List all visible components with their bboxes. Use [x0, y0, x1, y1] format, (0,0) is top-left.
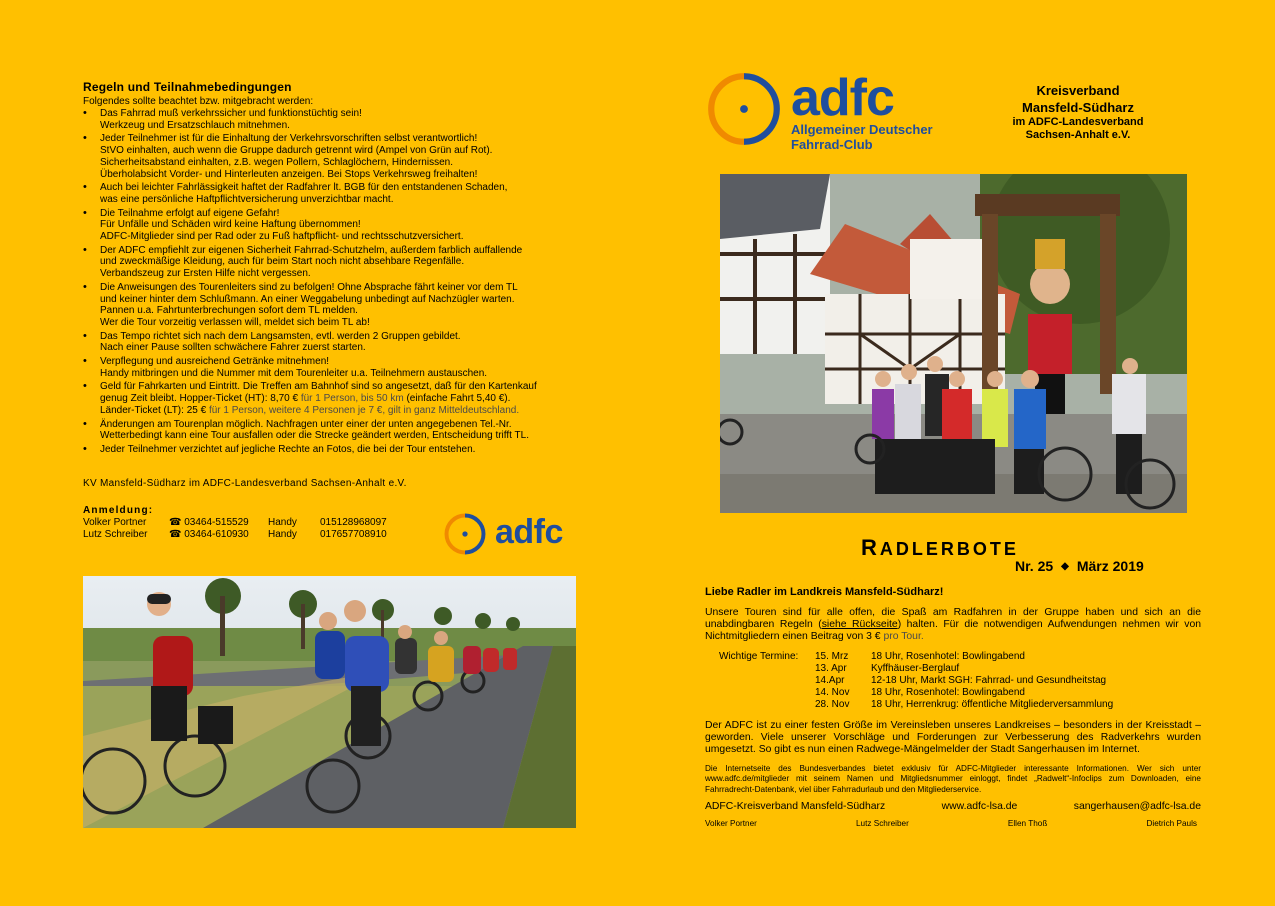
diamond-icon: ◆	[1061, 561, 1069, 572]
website-link[interactable]: www.adfc-lsa.de	[941, 801, 1018, 812]
greeting: Liebe Radler im Landkreis Mansfeld-Südharz!	[705, 586, 944, 598]
issue-number: Nr. 25	[1015, 558, 1054, 574]
rule-item: • Die Anweisungen des Tourenleiters sind zu befolgen! Ohne Absprache fährt keiner vor dem TL und keiner hinter dem Schlußmann. An einer Weggabelung unbedingt auf Nachzügler warten. Pannen u.a. Fahrtunterbrechungen sofort dem TL melden. Wer die Tour vorzeitig verlassen will, meldet sich beim TL ab!	[83, 282, 578, 329]
contact-row: Lutz Schreiber ☎ 03464-610930 Handy 017657708910	[83, 529, 387, 540]
website-paragraph: Die Internetseite des Bundesverbandes bietet exklusiv für ADFC-Mitglieder interessante Informationen. Wer sich unter www.adfc.de/mitglieder mit seinem Namen und Mitgliedsnummer einloggt, findet „Radwelt“-Infoclips zum Downloaden, eine Fahrradrecht-Datenbank, viel über Fahrradurlaub und den Mitgliederservice.	[705, 764, 1201, 794]
issue-line	[1015, 558, 1144, 574]
phone-number: ☎ 03464-610930	[169, 529, 249, 540]
date-row: 28. Nov 18 Uhr, Herrenkrug: öffentliche Mitgliederversammlung	[815, 699, 1114, 710]
important-dates	[719, 651, 1113, 711]
masthead-title: RADLERBOTE	[861, 535, 1019, 560]
date-row: 14.Apr 12-18 Uhr, Markt SGH: Fahrrad- und Gesundheitstag	[815, 675, 1107, 686]
adfc-ring-icon	[443, 512, 487, 556]
signup-contacts	[83, 517, 387, 541]
rules-intro: Folgendes sollte beachtet bzw. mitgebracht werden:	[83, 96, 314, 107]
rule-item: • Der ADFC empfiehlt zur eigenen Sicherheit Fahrrad-Schutzhelm, außerdem farblich auffallende und zweckmäßige Kleidung, auch für beim Start noch nicht absehbare Regenfälle. Verbandszeug zur Ersten Hilfe nicht vergessen.	[83, 245, 578, 280]
date-row: Wichtige Termine: 15. Mrz 18 Uhr, Rosenhotel: Bowlingabend	[719, 651, 1025, 662]
rule-item: • Auch bei leichter Fahrlässigkeit haftet der Radfahrer lt. BGB für den entstandenen Schaden, was eine persönliche Haftpflichtversicherung unverzichtbar macht.	[83, 182, 578, 205]
date-row: 13. Apr Kyffhäuser-Berglauf	[815, 663, 960, 674]
mobile-number: 017657708910	[320, 529, 387, 540]
team-member: Volker Portner	[705, 819, 757, 828]
rule-item: • Jeder Teilnehmer verzichtet auf jegliche Rechte an Fotos, die bei der Tour entstehen.	[83, 444, 578, 456]
kv-block: Kreisverband Mansfeld-Südharz im ADFC-Landesverband Sachsen-Anhalt e.V.	[1012, 83, 1144, 141]
org-contacts	[705, 801, 1201, 812]
rule-item-ticket: • Geld für Fahrkarten und Eintritt. Die Treffen am Bahnhof sind so angesetzt, daß für den Kartenkauf genug Zeit bleibt. Hopper-Ticket (HT): 8,70 € für 1 Person, bis 50 km (einfache Fahrt 5,40 €). Länder-Ticket (LT): 25 € für 1 Person, weitere 4 Personen je 7 €, gilt in ganz Mitteldeutschland.	[83, 381, 578, 416]
group-cycling-photo	[83, 576, 576, 828]
back-page-link[interactable]: siehe Rückseite	[821, 618, 898, 630]
rules-title: Regeln und Teilnahmebedingungen	[83, 80, 292, 94]
org-name: ADFC-Kreisverband Mansfeld-Südharz	[705, 801, 886, 812]
adfc-paragraph: Der ADFC ist zu einer festen Größe im Vereinsleben unseres Landkreises – besonders in der Kreisstadt – geworden. Viele unserer Vorschläge und Forderungen zur Verbesserung des Radverkehrs wurden umgesetzt. So gibt es nun einen Radwege-Mängelmelder der Stadt Sangerhausen im Internet.	[705, 720, 1201, 755]
rule-item: • Jeder Teilnehmer ist für die Einhaltung der Verkehrsvorschriften selbst verantwortlich! StVO einhalten, auch wenn die Gruppe dadurch getrennt wird (Ampel von Grün auf Rot). Sicherheitsabstand einhalten, z.B. wegen Pollern, Schlaglöchern, Hindernissen. Überholabsicht Vorder- und Hinterleuten anzeigen. Bei Stops Verkehrsweg freihalten!	[83, 133, 578, 180]
team-names	[705, 819, 1197, 828]
rule-item: • Die Teilnahme erfolgt auf eigene Gefahr! Für Unfälle und Schäden wird keine Haftung übernommen! ADFC-Mitglieder sind per Rad oder zu Fuß haftpflicht- und rechtsschutzversichert.	[83, 208, 578, 243]
issue-date: März 2019	[1076, 558, 1144, 574]
rule-item: • Das Fahrrad muß verkehrssicher und funktionstüchtig sein! Werkzeug und Ersatzschlauch mitnehmen.	[83, 108, 578, 131]
rules-list	[83, 108, 578, 458]
email-link[interactable]: sangerhausen@adfc-lsa.de	[1073, 801, 1201, 812]
rule-item: • Das Tempo richtet sich nach dem Langsamsten, evtl. werden 2 Gruppen gebildet. Nach einer Pause sollten schwächere Fahrer zuerst starten.	[83, 331, 578, 354]
team-member: Lutz Schreiber	[856, 819, 909, 828]
team-member: Ellen Thoß	[1007, 819, 1048, 828]
signup-title: Anmeldung:	[83, 505, 154, 516]
intro-paragraph: Unsere Touren sind für alle offen, die Spaß am Radfahren in der Gruppe haben und sich an die unabdingbaren Regeln (siehe Rückseite) halten. Für die notwendigen Aufwendungen nehmen wir von Nichtmitgliedern einen Beitrag von 3 € pro Tour.	[705, 607, 1202, 642]
team-member: Dietrich Pauls	[1146, 819, 1197, 828]
mobile-number: 015128968097	[320, 517, 387, 528]
group-photo-village	[720, 174, 1187, 513]
adfc-logo-small: adfc	[443, 510, 573, 562]
adfc-logo: adfc Allgemeiner Deutscher Fahrrad-Club	[705, 70, 945, 160]
rules-footer: KV Mansfeld-Südharz im ADFC-Landesverband Sachsen-Anhalt e.V.	[83, 478, 407, 489]
phone-number: ☎ 03464-515529	[169, 517, 249, 528]
rule-item: • Änderungen am Tourenplan möglich. Nachfragen unter einer der unten angegebenen Tel.-Nr. Wetterbedingt kann eine Tour ausfallen oder die Strecke geändert werden, Entscheidung trifft TL.	[83, 419, 578, 442]
rule-item: • Verpflegung und ausreichend Getränke mitnehmen! Handy mitbringen und die Nummer mit dem Tourenleiter u.a. Teilnehmern austauschen.	[83, 356, 578, 379]
date-row: 14. Nov 18 Uhr, Rosenhotel: Bowlingabend	[815, 687, 1025, 698]
contact-row: Volker Portner ☎ 03464-515529 Handy 015128968097	[83, 517, 387, 528]
adfc-ring-icon	[705, 70, 783, 148]
